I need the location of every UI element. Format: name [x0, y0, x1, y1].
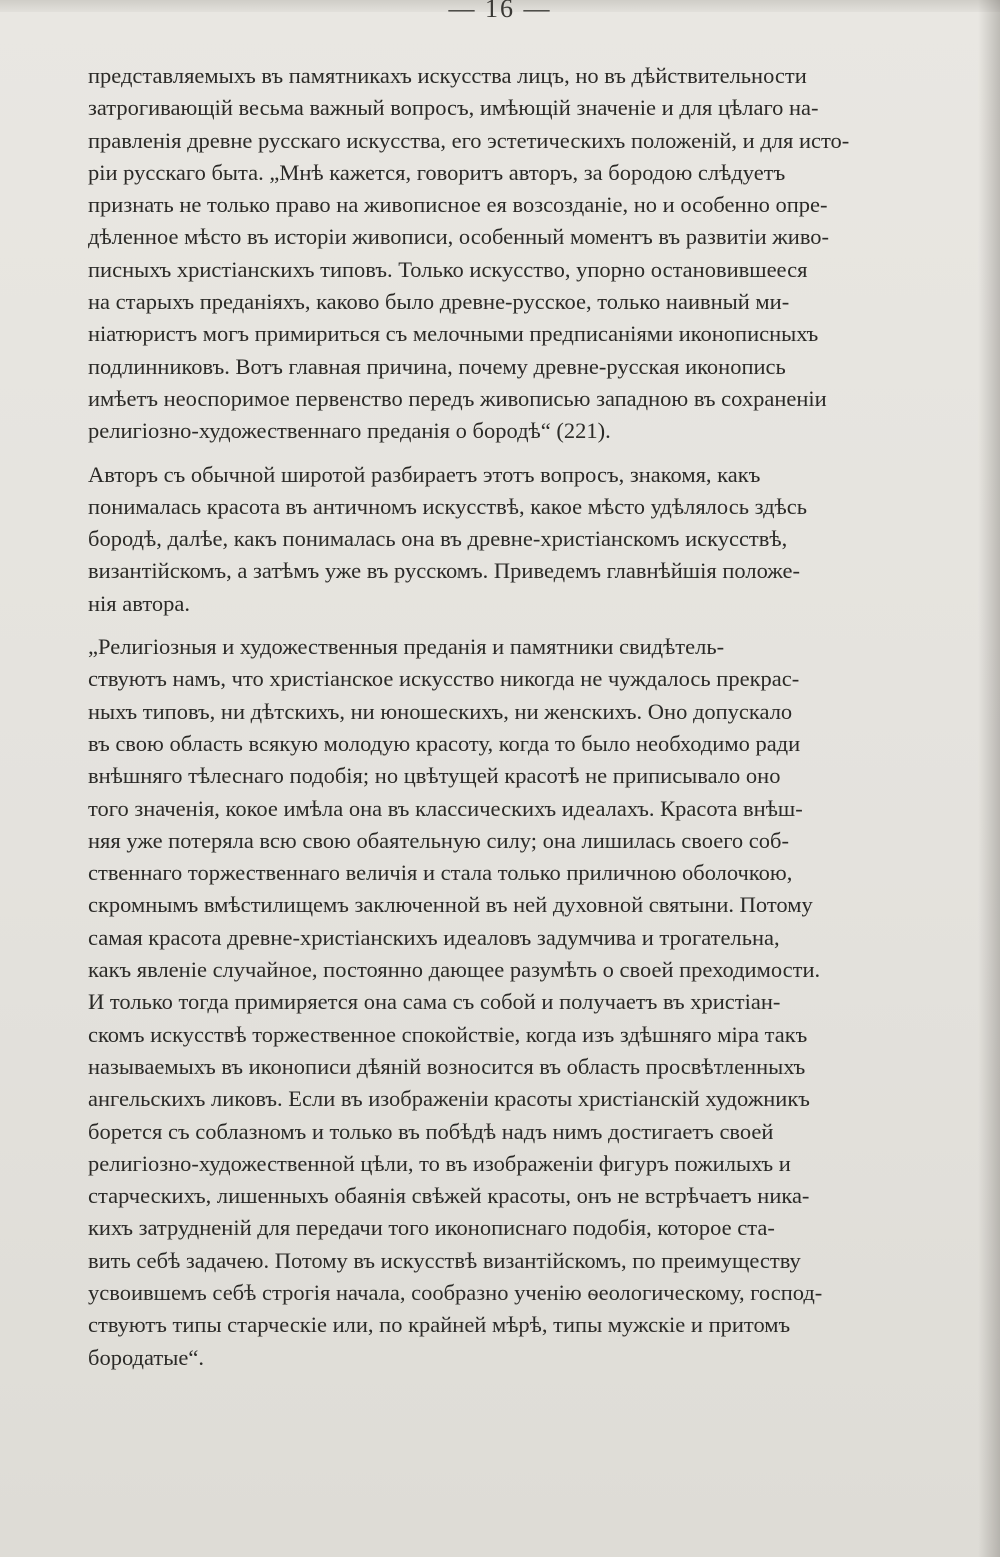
page-number: — 16 —	[448, 0, 552, 23]
body-text	[88, 60, 948, 1374]
paragraph-1: представляемыхъ въ памятникахъ искусства лицъ, но въ дѣйствительности затрогивающій весьма важный вопросъ, имѣющій значеніе и для цѣлаго на- правленія древне русскаго искусства, его эстетическихъ положеній, и для исто- ріи русскаго быта. „Мнѣ кажется, говоритъ авторъ, за бородою слѣдуетъ признать не только право на живописное ея возсозданіе, но и особенно опре- дѣленное мѣсто въ исторіи живописи, особенный моментъ въ развитіи живо- писныхъ христіанскихъ типовъ. Только искусство, упорно остановившееся на старыхъ преданіяхъ, каково было древне-русское, только наивный ми- ніатюристъ могъ примириться съ мелочными предписаніями иконописныхъ подлинниковъ. Вотъ главная причина, почему древне-русская иконопись имѣетъ неоспоримое первенство передъ живописью западною въ сохраненіи религіозно-художественнаго преданія о бородѣ“ (221).	[88, 63, 850, 444]
paragraph-2: Авторъ съ обычной широтой разбираетъ этотъ вопросъ, знакомя, какъ понималась красота въ античномъ искусствѣ, какое мѣсто удѣлялось здѣсь бородѣ, далѣе, какъ понималась она въ древне-христіанскомъ искусствѣ, византійскомъ, а затѣмъ уже въ русскомъ. Приведемъ главнѣйшія положе- нія автора.	[88, 461, 807, 616]
page-edge-shadow	[978, 0, 1000, 1557]
paragraph-3: „Религіозныя и художественныя преданія и памятники свидѣтель- ствуютъ намъ, что христіанское искусство никогда не чуждалось прекрас- ныхъ типовъ, ни дѣтскихъ, ни юношескихъ, ни женскихъ. Оно допускало въ свою область всякую молодую красоту, когда то было необходимо ради внѣшняго тѣлеснаго подобія; но цвѣтущей красотѣ не приписывало оно того значенія, кокое имѣла она въ классическихъ идеалахъ. Красота внѣш- няя уже потеряла всю свою обаятельную силу; она лишилась своего соб- ственнаго торжественнаго величія и стала только приличною оболочкою, скромнымъ вмѣстилищемъ заключенной въ ней духовной святыни. Потому самая красота древне-христіанскихъ идеаловъ задумчива и трогательна, какъ явленіе случайное, постоянно дающее разумѣть о своей преходимости. И только тогда примиряется она сама съ собой и получаетъ въ христіан- скомъ искусствѣ торжественное спокойствіе, когда изъ здѣшняго міра такъ называемыхъ въ иконописи дѣяній возносится въ область просвѣтленныхъ ангельскихъ ликовъ. Если въ изображеніи красоты христіанскій художникъ борется съ соблазномъ и только въ побѣдѣ надъ нимъ достигаетъ своей религіозно-художественной цѣли, то въ изображеніи фигуръ пожилыхъ и старческихъ, лишенныхъ обаянія свѣжей красоты, онъ не встрѣчаетъ ника- кихъ затрудненій для передачи того иконописнаго подобія, которое ста- вить себѣ задачею. Потому въ искусствѣ византійскомъ, по преимуществу усвоившемъ себѣ строгія начала, сообразно ученію ѳеологическому, господ- ствуютъ типы старческіе или, по крайней мѣрѣ, типы мужскіе и притомъ бородатые“.	[88, 634, 823, 1370]
